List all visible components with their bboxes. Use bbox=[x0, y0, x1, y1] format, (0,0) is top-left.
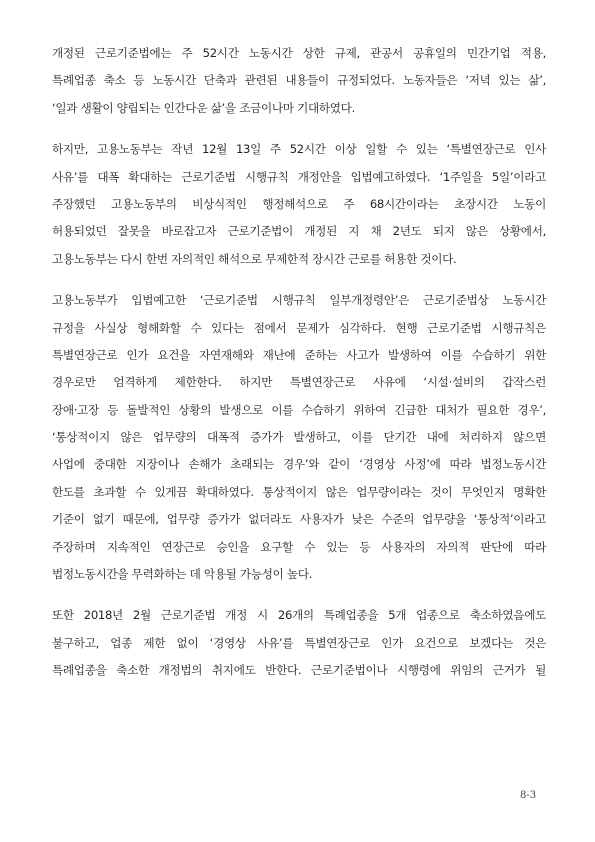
text-line: 사업에 중대한 지장이나 손해가 초래되는 경우’와 같이 ‘경영상 사정’에 따라 법정노동시간 bbox=[52, 457, 546, 472]
text-line: 기준이 없기 때문에, 업무량 증가가 없더라도 사용자가 낮은 수준의 업무량을 ‘통상적’이라고 bbox=[52, 512, 546, 527]
text-line: 고용노동부가 입법예고한 ‘근로기준법 시행규칙 일부개정령안’은 근로기준법상 노동시간 bbox=[52, 293, 546, 308]
text-line: 하지만, 고용노동부는 작년 12월 13일 주 52시간 이상 일할 수 있는 ‘특별연장근로 인사 bbox=[52, 142, 546, 157]
text-line: 고용노동부는 다시 한번 자의적인 해석으로 무제한적 장시간 근로를 허용한 것이다. bbox=[52, 251, 457, 266]
paragraph-3 bbox=[52, 287, 546, 588]
text-line: 주장하며 지속적인 연장근로 승인을 요구할 수 있는 등 사용자의 자의적 판단에 따라 bbox=[52, 539, 546, 554]
text-line: 또한 2018년 2월 근로기준법 개정 시 26개의 특례업종을 5개 업종으로 축소하였음에도 bbox=[52, 608, 546, 623]
text-line: 장애·고장 등 돌발적인 상황의 발생으로 이를 수습하기 위하여 긴급한 대처가 필요한 경우’, bbox=[52, 402, 546, 417]
paragraph-4 bbox=[52, 602, 546, 684]
text-line: 법정노동시간을 무력화하는 데 악용될 가능성이 높다. bbox=[52, 567, 313, 582]
text-line: 개정된 근로기준법에는 주 52시간 노동시간 상한 규제, 관공서 공휴일의 민간기업 적용, bbox=[52, 46, 546, 60]
paragraph-2 bbox=[52, 136, 546, 273]
text-line: 불구하고, 업종 제한 없이 ‘경영상 사유’를 특별연장근로 인가 요건으로 보겠다는 것은 bbox=[52, 635, 546, 650]
page-number: 8-3 bbox=[520, 790, 537, 801]
text-line: 특례업종을 축소한 개정법의 취지에도 반한다. 근로기준법이나 시행령에 위임의 근거가 될 bbox=[52, 663, 546, 678]
text-line: 허용되었던 잘못을 바로잡고자 근로기준법이 개정된 지 채 2년도 되지 않은 상황에서, bbox=[52, 224, 546, 239]
document-body bbox=[52, 40, 546, 699]
text-line: 사유’를 대폭 확대하는 근로기준법 시행규칙 개정안을 입법예고하였다. ‘1주일을 5일’이라고 bbox=[52, 169, 546, 184]
text-line: 주장했던 고용노동부의 비상식적인 행정해석으로 주 68시간이라는 초장시간 노동이 bbox=[52, 196, 546, 211]
text-line: ‘일과 생활이 양립되는 인간다운 삶’을 조금이나마 기대하였다. bbox=[52, 100, 355, 115]
text-line: 경우로만 엄격하게 제한한다. 하지만 특별연장근로 사유에 ‘시설·설비의 갑작스런 bbox=[52, 375, 546, 390]
text-line: ‘통상적이지 않은 업무량의 대폭적 증가가 발생하고, 이를 단기간 내에 처리하지 않으면 bbox=[52, 430, 546, 445]
text-line: 규정을 사실상 형해화할 수 있다는 점에서 문제가 심각하다. 현행 근로기준법 시행규칙은 bbox=[52, 320, 546, 335]
text-line: 한도를 초과할 수 있게끔 확대하였다. 통상적이지 않은 업무량이라는 것이 무엇인지 명확한 bbox=[52, 484, 546, 499]
text-line: 특례업종 축소 등 노동시간 단축과 관련된 내용들이 규정되었다. 노동자들은 ‘저녁 있는 삶’, bbox=[52, 73, 546, 88]
text-line: 특별연장근로 인가 요건을 자연재해와 재난에 준하는 사고가 발생하여 이를 수습하기 위한 bbox=[52, 347, 546, 362]
paragraph-1 bbox=[52, 40, 546, 122]
